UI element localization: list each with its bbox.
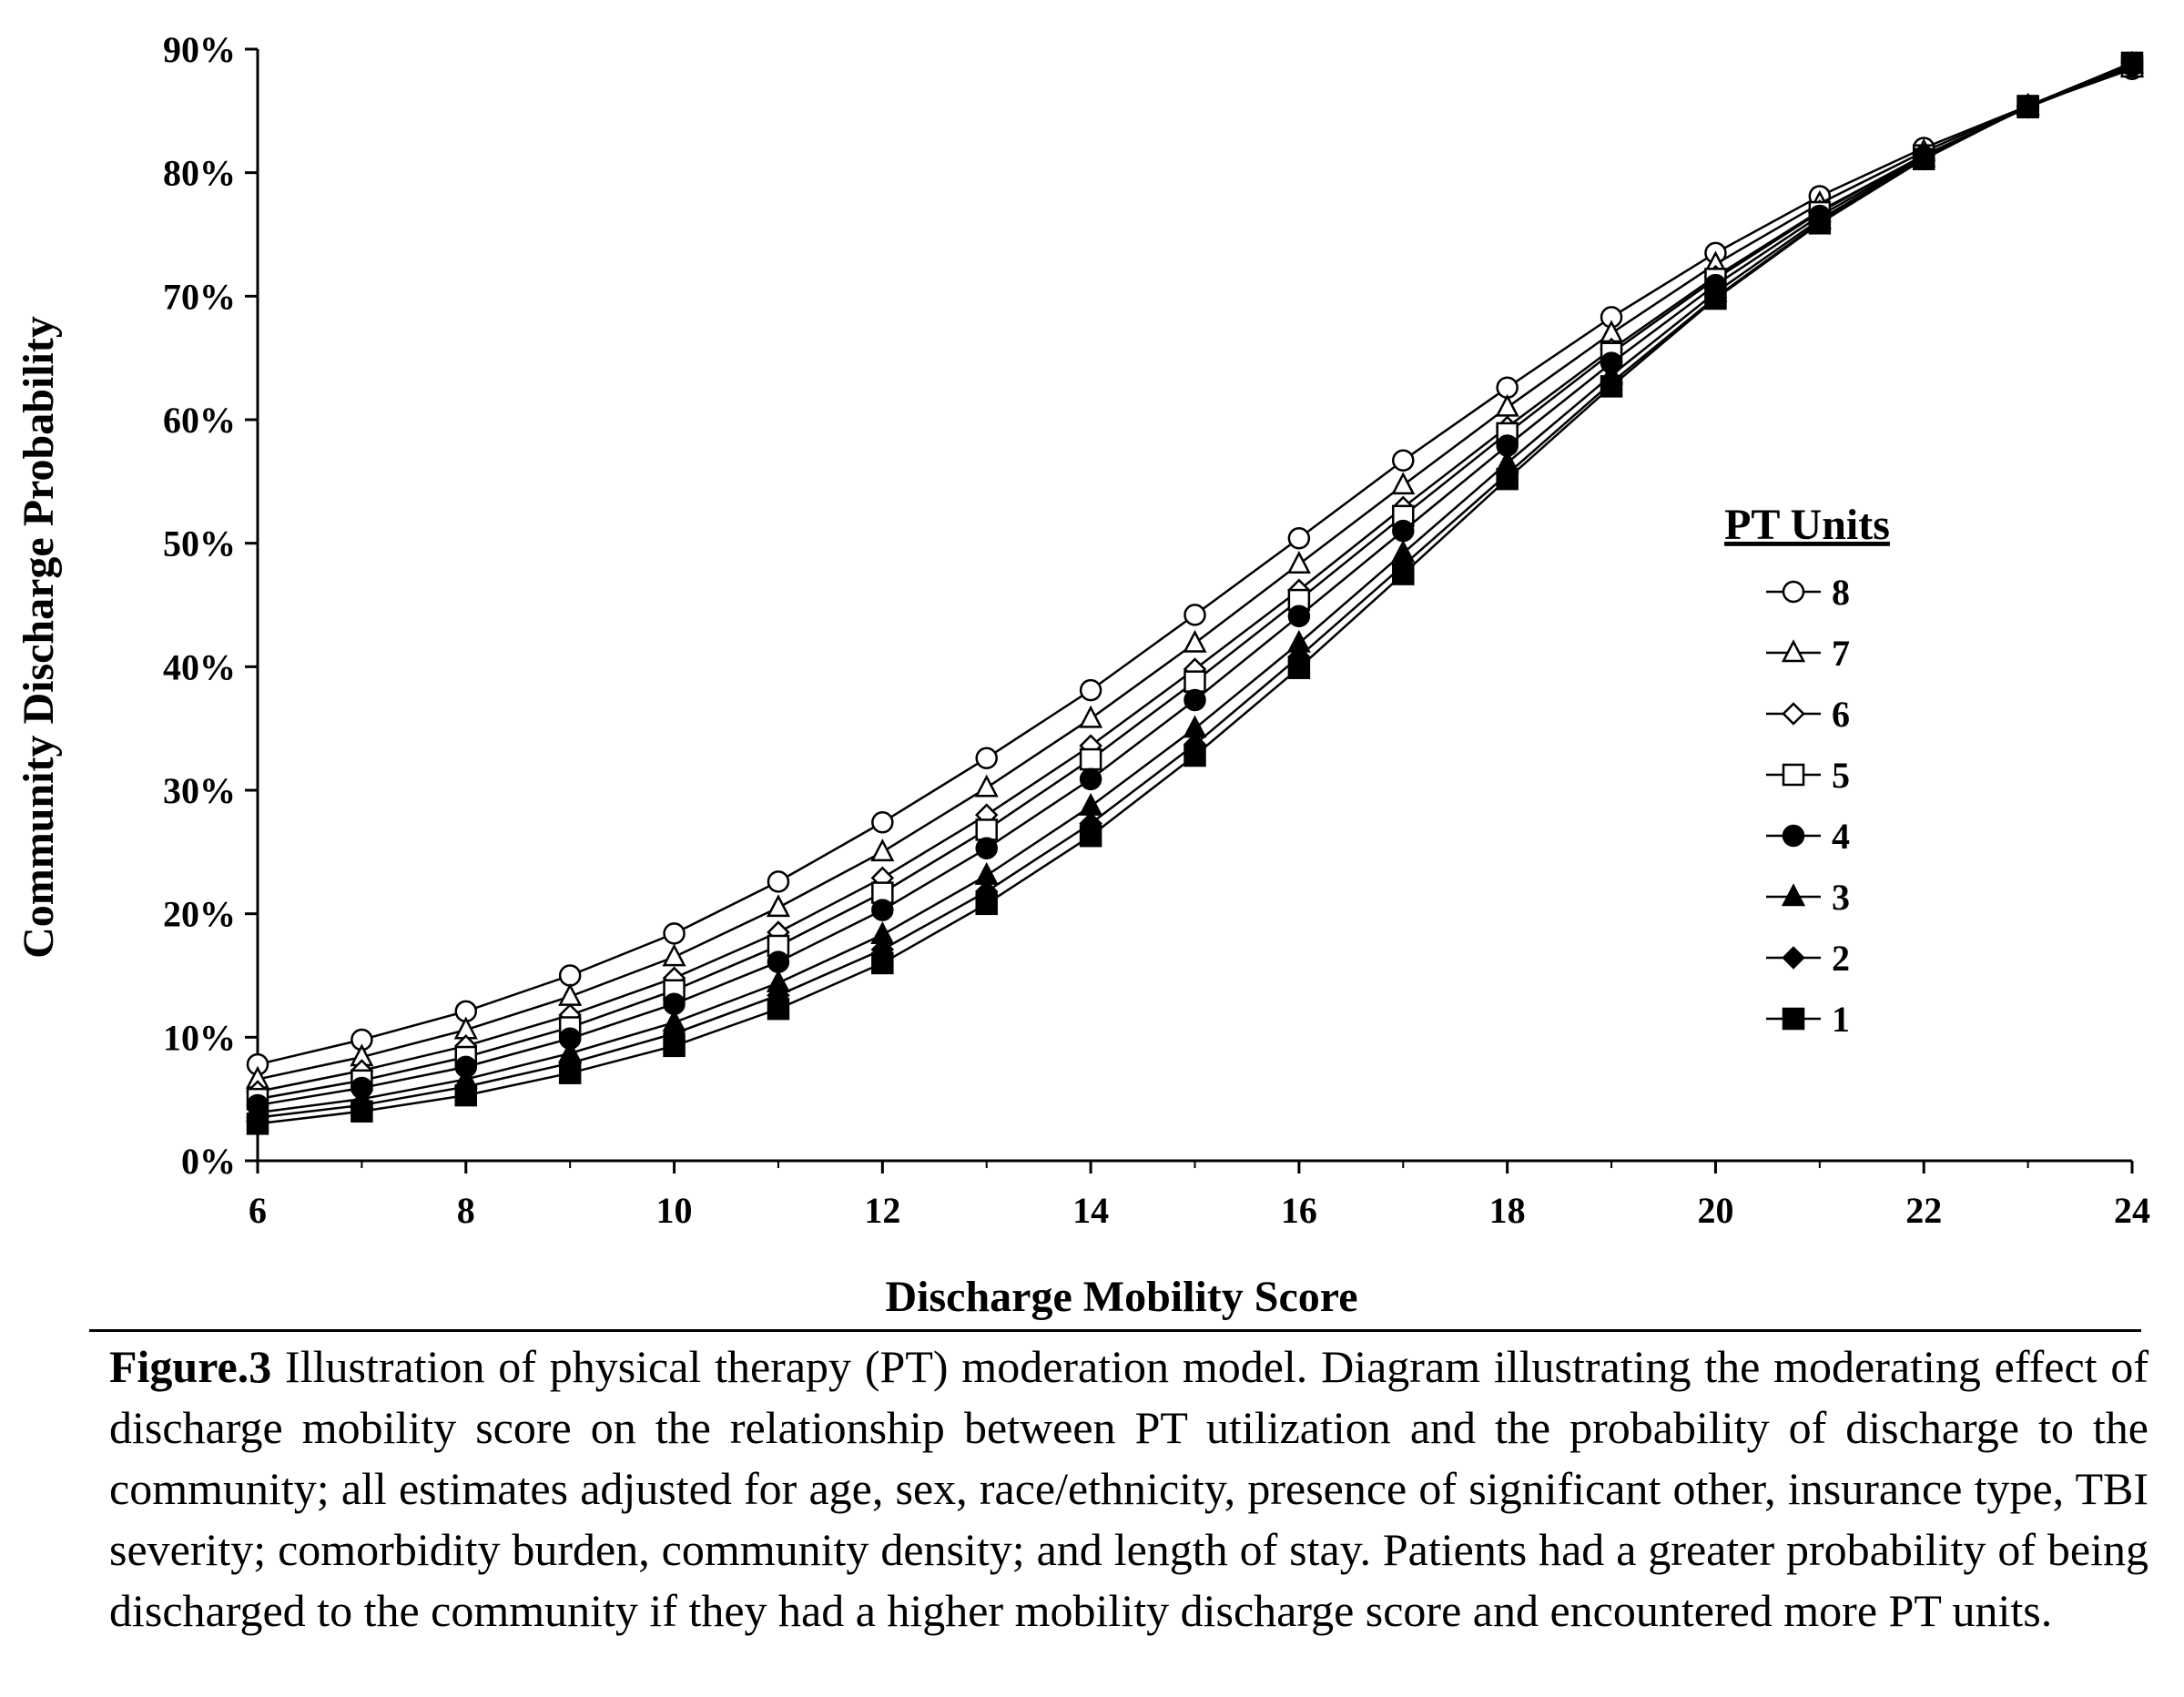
x-tick-label: 8 [456, 1190, 475, 1231]
series-group [248, 53, 2142, 1133]
data-point [560, 966, 580, 986]
series-line-6 [258, 66, 2132, 1092]
data-point [1810, 213, 1830, 233]
y-axis-title: Community Discharge Probability [15, 316, 63, 959]
legend-item-5 [1766, 755, 1850, 796]
data-point [872, 953, 892, 973]
y-tick-label: 30% [163, 770, 236, 811]
legend-marker [1783, 765, 1803, 785]
legend-title: PT Units [1724, 501, 1890, 549]
data-point [768, 897, 788, 916]
data-point [977, 748, 997, 768]
data-point [977, 819, 997, 839]
data-point [1081, 769, 1101, 789]
series-6 [248, 56, 2142, 1102]
caption-text: Illustration of physical therapy (PT) moderation model. Diagram illustrating the moderating effect of discharge mobility score on the relationship between PT utilization and the probability of discharge to the community; all estimates adjusted for age, sex, race/ethnicity, presence of significant other, insurance type, TBI severity; comorbidity burden, community density; and length of stay. Patients had a greater probability of being discharged to the community if they had a higher mobility discharge score and encountered more PT units. [109, 1341, 2148, 1636]
series-line-5 [258, 66, 2132, 1099]
x-tick-label: 6 [249, 1190, 267, 1231]
legend [1724, 501, 1890, 1040]
series-5 [248, 56, 2142, 1109]
x-tick-label: 22 [1905, 1190, 1943, 1231]
data-point [1081, 680, 1101, 700]
series-2 [248, 53, 2142, 1128]
series-line-3 [258, 64, 2132, 1113]
x-tick-label: 10 [655, 1190, 693, 1231]
legend-label: 5 [1832, 755, 1850, 796]
y-tick-label: 90% [163, 29, 236, 70]
data-point [1498, 396, 1518, 415]
data-point [1081, 796, 1101, 815]
data-point [977, 894, 997, 914]
series-7 [248, 56, 2142, 1087]
y-tick-label: 60% [163, 400, 236, 441]
data-point [977, 838, 997, 859]
data-point [1185, 690, 1205, 710]
legend-item-4 [1766, 816, 1850, 857]
data-point [1498, 469, 1518, 489]
legend-marker [1783, 826, 1803, 846]
data-point [872, 812, 892, 832]
legend-label: 2 [1832, 938, 1850, 979]
y-tick-label: 20% [163, 893, 236, 935]
data-point [665, 946, 685, 965]
data-point [768, 952, 788, 972]
data-point [1185, 746, 1205, 766]
data-point [665, 923, 685, 943]
y-tick-label: 80% [163, 152, 236, 194]
legend-item-8 [1766, 572, 1850, 613]
series-3 [248, 53, 2142, 1121]
legend-item-1 [1766, 999, 1850, 1040]
legend-item-2 [1766, 938, 1850, 979]
data-point [1601, 376, 1621, 396]
data-point [351, 1102, 371, 1122]
y-tick-label: 0% [181, 1141, 236, 1182]
data-point [2122, 53, 2142, 73]
x-tick-label: 14 [1072, 1190, 1110, 1231]
legend-item-7 [1766, 633, 1850, 674]
legend-marker [1783, 582, 1803, 602]
data-point [768, 871, 788, 891]
data-point [1705, 289, 1725, 309]
series-1 [248, 53, 2142, 1133]
caption-divider [89, 1329, 2141, 1332]
figure-caption [109, 1336, 2148, 1641]
legend-item-3 [1766, 877, 1850, 918]
data-point [1289, 554, 1309, 573]
x-axis-title: Discharge Mobility Score [885, 1273, 1358, 1321]
data-point [1289, 606, 1309, 626]
series-line-7 [258, 67, 2132, 1079]
data-point [1185, 672, 1205, 692]
data-point [665, 1036, 685, 1056]
data-point [1081, 749, 1101, 769]
legend-label: 6 [1832, 694, 1850, 735]
caption-label: Figure.3 [109, 1341, 272, 1392]
data-point [1393, 451, 1413, 471]
series-line-2 [258, 63, 2132, 1118]
series-line-8 [258, 69, 2132, 1064]
data-point [768, 999, 788, 1019]
data-point [560, 1063, 580, 1083]
legend-marker [1783, 948, 1803, 968]
data-point [560, 986, 580, 1005]
legend-label: 7 [1832, 633, 1850, 674]
y-tick-label: 40% [163, 646, 236, 688]
x-tick-label: 16 [1280, 1190, 1317, 1231]
series-line-1 [258, 63, 2132, 1123]
data-point [456, 1085, 476, 1105]
data-point [1185, 605, 1205, 625]
legend-item-6 [1766, 694, 1850, 735]
data-point [1185, 633, 1205, 652]
y-tick-label: 50% [163, 523, 236, 564]
x-tick-label: 12 [864, 1190, 901, 1231]
legend-label: 1 [1832, 999, 1850, 1040]
data-point [1393, 474, 1413, 493]
data-point [872, 900, 892, 920]
data-point [1289, 658, 1309, 678]
data-point [1393, 521, 1413, 541]
legend-label: 8 [1832, 572, 1850, 613]
legend-label: 3 [1832, 877, 1850, 918]
x-tick-label: 24 [2114, 1190, 2150, 1231]
y-tick-label: 70% [163, 276, 236, 318]
data-point [1393, 564, 1413, 584]
data-point [872, 841, 892, 860]
series-line-4 [258, 66, 2132, 1105]
data-point [248, 1113, 268, 1133]
series-4 [248, 56, 2142, 1115]
data-point [1081, 826, 1101, 846]
series-8 [248, 59, 2142, 1074]
legend-marker [1783, 886, 1803, 905]
data-point [1081, 707, 1101, 727]
legend-marker [1783, 704, 1803, 724]
data-point [1914, 149, 1934, 169]
legend-marker [1783, 1009, 1803, 1029]
legend-label: 4 [1832, 816, 1850, 857]
data-point [977, 777, 997, 796]
x-tick-label: 18 [1488, 1190, 1526, 1231]
legend-marker [1783, 642, 1803, 661]
data-point [2018, 96, 2038, 116]
data-point [1289, 528, 1309, 548]
y-tick-label: 10% [163, 1017, 236, 1059]
x-tick-label: 20 [1697, 1190, 1734, 1231]
